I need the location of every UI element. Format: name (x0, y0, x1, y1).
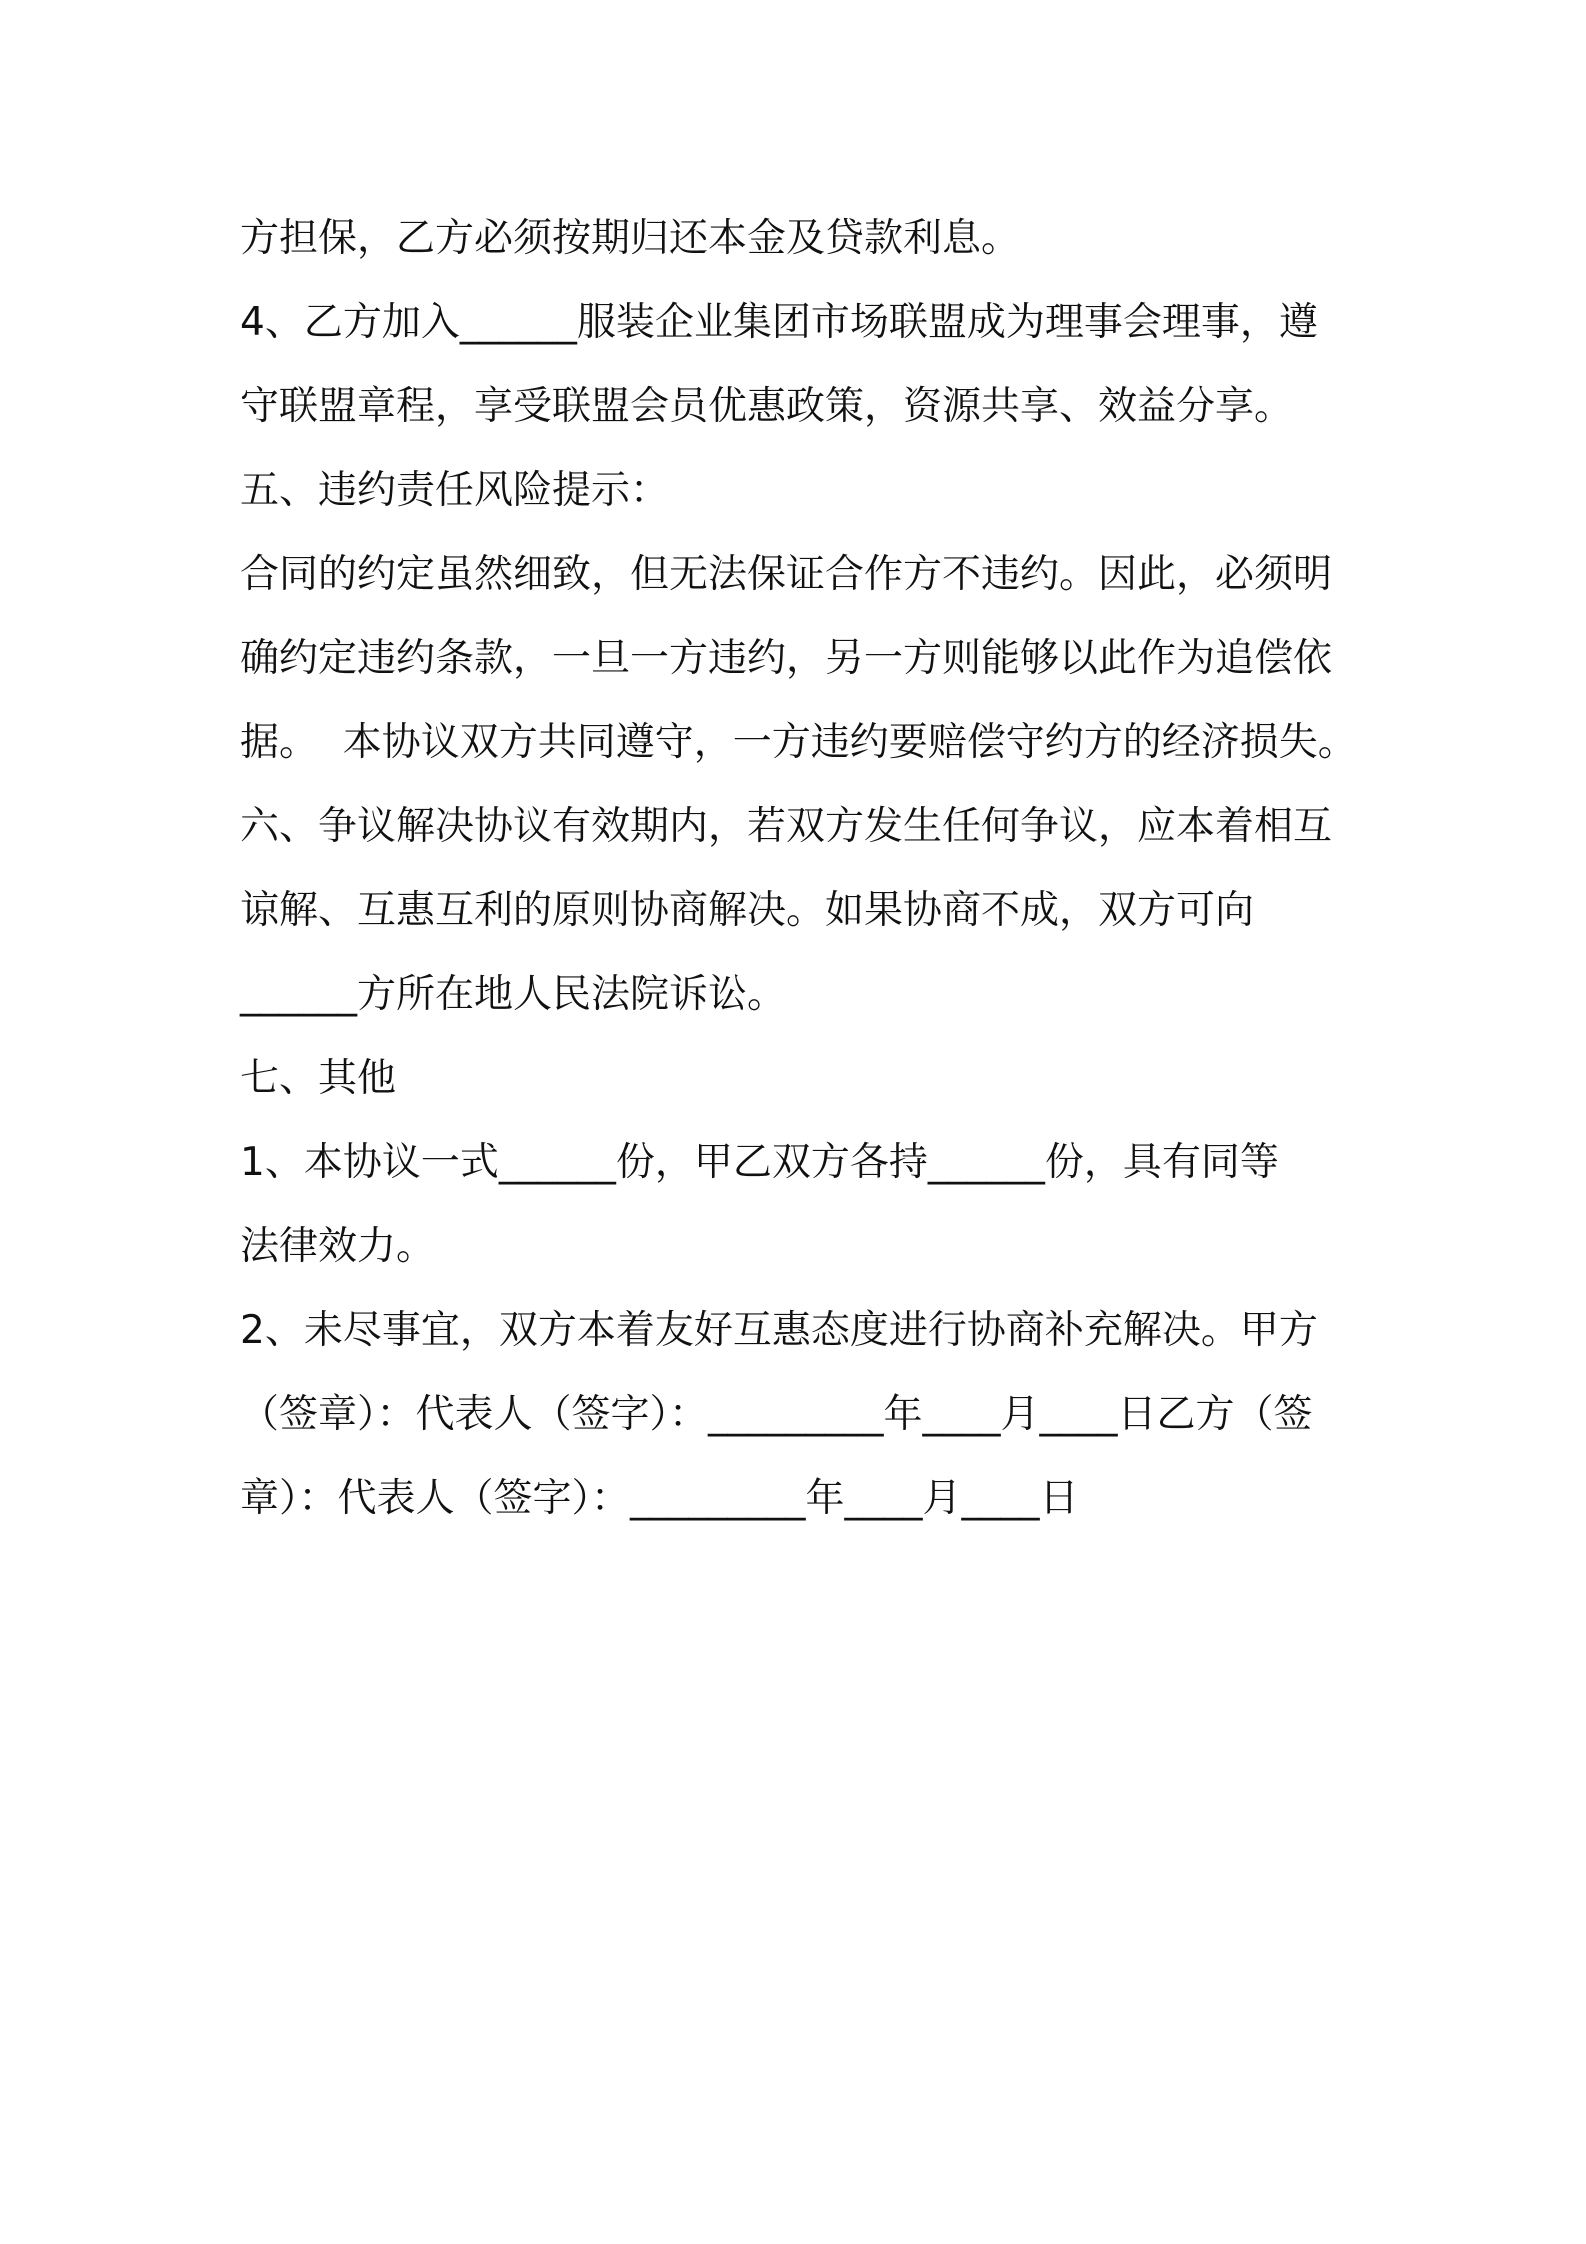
text-line: 4、乙方加入______服装企业集团市场联盟成为理事会理事，遵 (240, 300, 1318, 345)
text-line: 方担保，乙方必须按期归还本金及贷款利息。 (240, 216, 1021, 261)
text-line: 谅解、互惠互利的原则协商解决。如果协商不成，双方可向 (240, 888, 1255, 933)
section-heading: 七、其他 (240, 1056, 397, 1101)
text-line: 据。 本协议双方共同遵守，一方违约要赔偿守约方的经济损失。 (240, 720, 1357, 765)
document-body (240, 197, 1360, 1541)
text-line: 守联盟章程，享受联盟会员优惠政策，资源共享、效益分享。 (240, 384, 1294, 429)
text-line: 1、本协议一式______份，甲乙双方各持______份，具有同等 (240, 1140, 1279, 1185)
signature-line: 章）：代表人（签字）：_________年____月____日 (240, 1476, 1079, 1521)
text-line: 确约定违约条款，一旦一方违约，另一方则能够以此作为追偿依 (240, 636, 1333, 681)
text-line: 2、未尽事宜，双方本着友好互惠态度进行协商补充解决。甲方 (240, 1308, 1318, 1353)
text-line: ______方所在地人民法院诉讼。 (240, 972, 787, 1017)
section-heading: 五、违约责任风险提示： (240, 468, 670, 513)
text-line: 六、争议解决协议有效期内，若双方发生任何争议，应本着相互 (240, 804, 1333, 849)
signature-line: （签章）：代表人（签字）：_________年____月____日乙方（签 (240, 1392, 1313, 1437)
text-line: 法律效力。 (240, 1224, 436, 1269)
text-line: 合同的约定虽然细致，但无法保证合作方不违约。因此，必须明 (240, 552, 1333, 597)
